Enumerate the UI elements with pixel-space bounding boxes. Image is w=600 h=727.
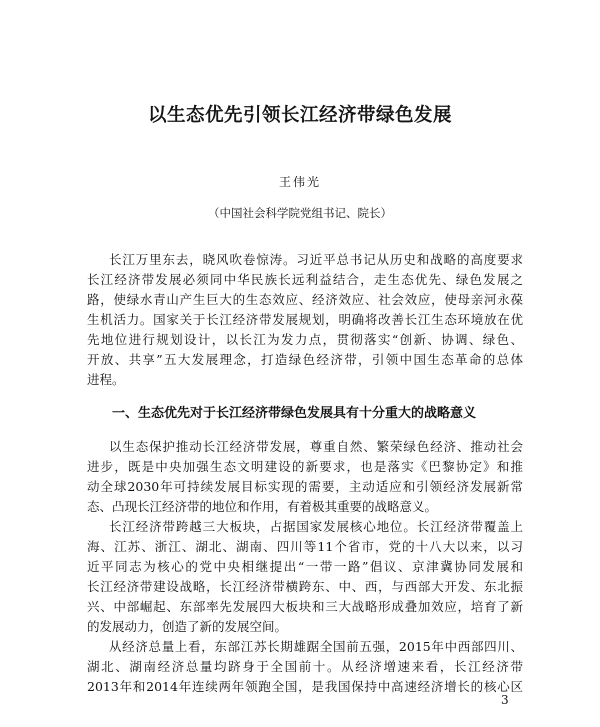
page-number: 3 (501, 693, 509, 707)
paragraph-line: 长江万里东去，晓风吹卷惊涛。习近平总书记从历史和战略的高度要求 (109, 252, 523, 267)
author-affiliation: （中国社会科学院党组书记、院长） (208, 206, 392, 220)
paragraph-line: 的发展动力，创造了新的发展空间。 (87, 619, 288, 634)
paragraph-line: 长江经济带发展必须同中华民族长远利益结合，走生态优先、绿色发展之 (87, 272, 523, 287)
paragraph-line: 态、凸现长江经济带的地位和作用，有着极其重要的战略意义。 (87, 499, 438, 514)
paragraph-line: 兴、中部崛起、东部率先发展四大板块和三大战略形成叠加效应，培育了新 (87, 599, 523, 614)
paragraph-line: 湖北、湖南经济总量均跻身于全国前十。从经济增速来看，长江经济带 (87, 659, 523, 674)
paragraph-line: 先地位进行规划设计，以长江为发力点，贯彻落实“创新、协调、绿色、 (87, 332, 523, 347)
section-paragraph-2 (87, 517, 523, 637)
paragraph-line: 动全球2030年可持续发展目标实现的需要，主动适应和引领经济发展新常 (87, 479, 523, 494)
paragraph-line: 以生态保护推动长江经济带发展，尊重自然、繁荣绿色经济、推动社会 (109, 439, 523, 454)
paragraph-line: 进步，既是中央加强生态文明建设的新要求，也是落实《巴黎协定》和推 (87, 459, 523, 474)
section-paragraph-3 (87, 637, 523, 697)
section-heading: 一、生态优先对于长江经济带绿色发展具有十分重大的战略意义 (112, 406, 477, 421)
paragraph-line: 路，使绿水青山产生巨大的生态效应、经济效应、社会效应，使母亲河永葆 (87, 292, 523, 307)
paragraph-line: 进程。 (87, 372, 125, 387)
paragraph-line: 生机活力。国家关于长江经济带发展规划，明确将改善长江生态环境放在优 (87, 312, 523, 327)
article-title: 以生态优先引领长江经济带绿色发展 (147, 105, 452, 126)
paragraph-line: 2013年和2014年连续两年领跑全国，是我国保持中高速经济增长的核心区 (87, 679, 523, 694)
paragraph-line: 海、江苏、浙江、湖北、湖南、四川等11个省市，党的十八大以来，以习 (87, 539, 523, 554)
paragraph-line: 长江经济带建设战略，长江经济带横跨东、中、西，与西部大开发、东北振 (87, 579, 523, 594)
paragraph-line: 近平同志为核心的党中央相继提出“一带一路”倡议、京津冀协同发展和 (87, 559, 523, 574)
paragraph-line: 从经济总量上看，东部江苏长期雄踞全国前五强，2015年中西部四川、 (109, 639, 523, 654)
intro-paragraph (87, 250, 523, 390)
paragraph-line: 长江经济带跨越三大板块，占据国家发展核心地位。长江经济带覆盖上 (109, 519, 523, 534)
paragraph-line: 开放、共享”五大发展理念，打造绿色经济带，引领中国生态革命的总体 (87, 352, 523, 367)
section-paragraph-1 (87, 437, 523, 517)
author-name: 王伟光 (278, 175, 321, 189)
